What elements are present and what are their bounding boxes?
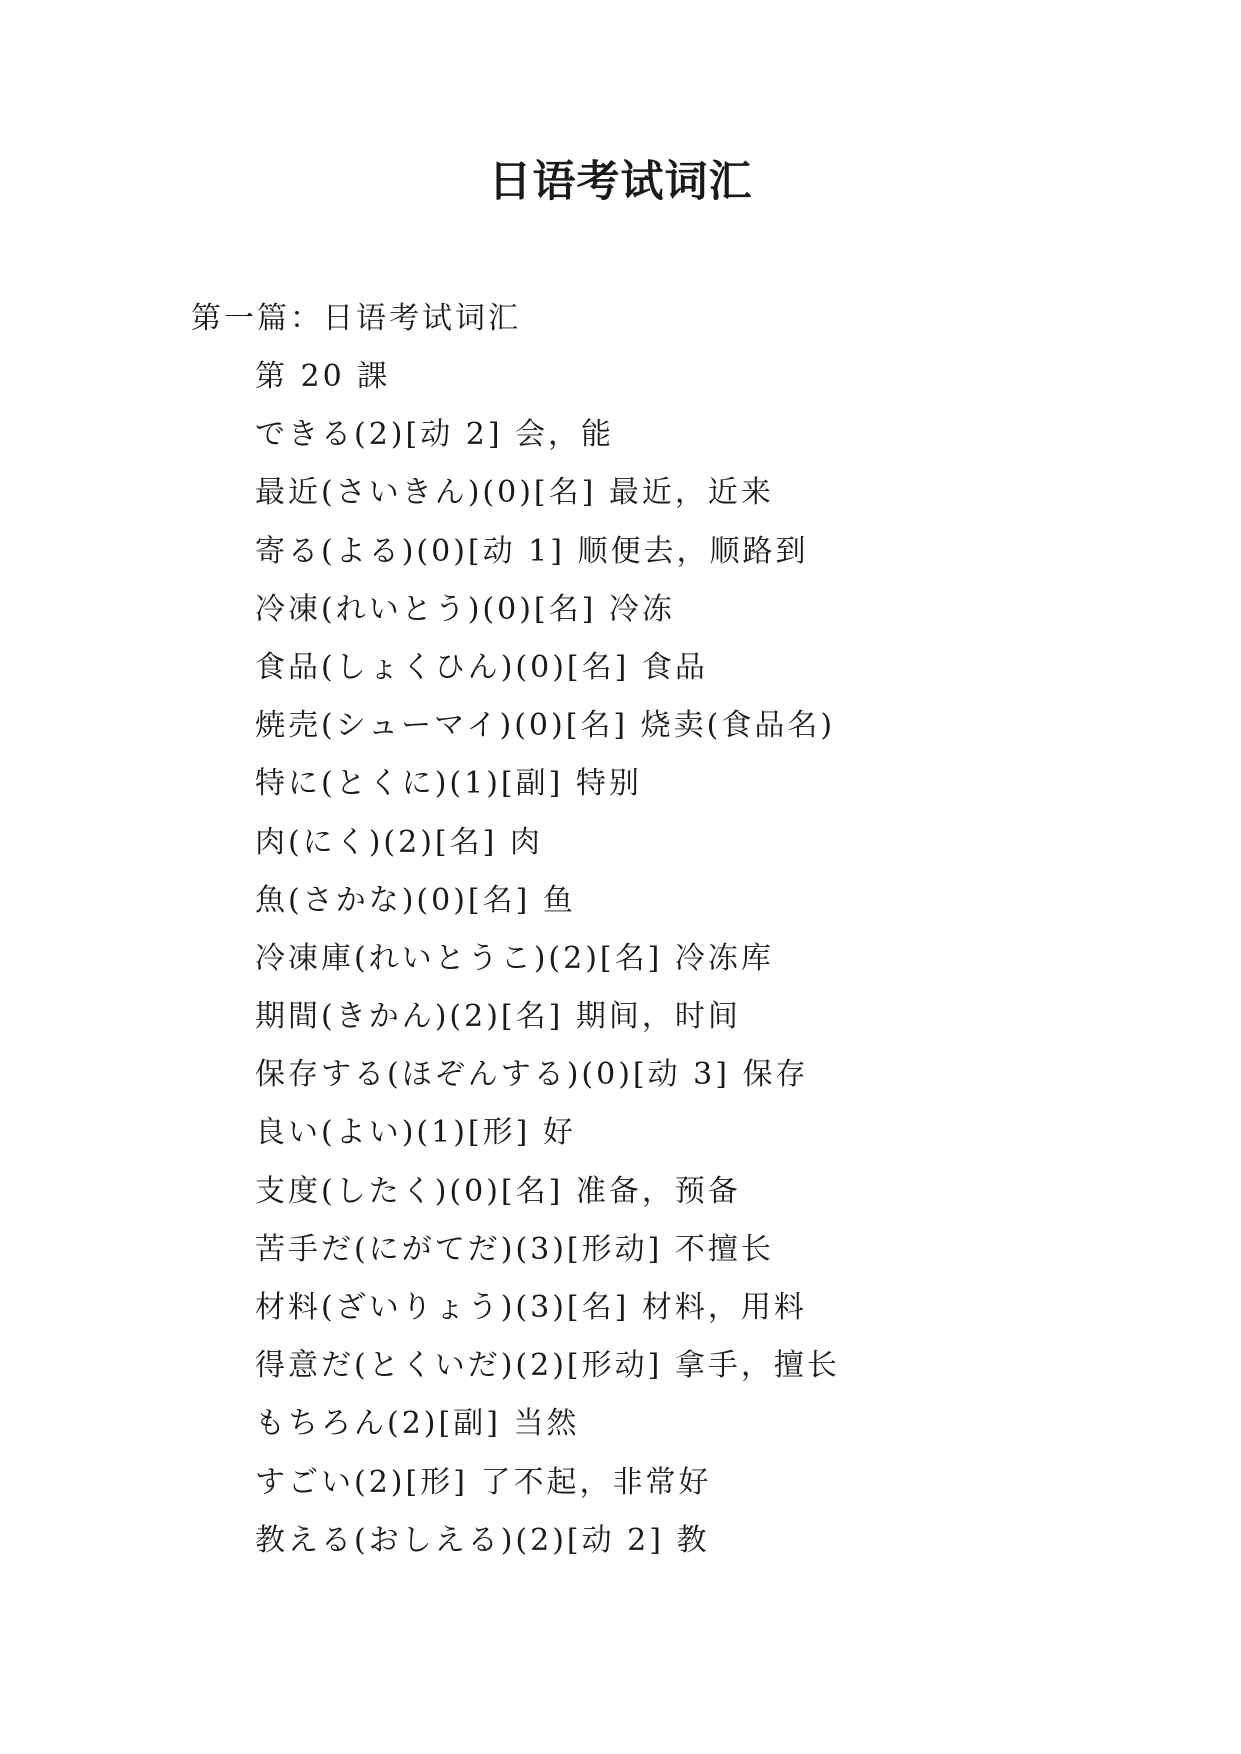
vocab-entry: 食品(しょくひん)(0)[名] 食品 bbox=[255, 649, 708, 685]
vocab-entry: 支度(したく)(0)[名] 准备，预备 bbox=[255, 1173, 741, 1209]
vocab-entry: 得意だ(とくいだ)(2)[形动] 拿手，擅长 bbox=[255, 1348, 840, 1384]
section-heading: 第一篇：日语考试词汇 bbox=[191, 301, 521, 336]
vocab-entry: 焼売(シューマイ)(0)[名] 烧卖(食品名) bbox=[255, 708, 836, 744]
vocab-entry: 最近(さいきん)(0)[名] 最近，近来 bbox=[255, 475, 774, 511]
vocab-entry: 教える(おしえる)(2)[动 2] 教 bbox=[255, 1522, 710, 1558]
vocab-entry: 保存する(ほぞんする)(0)[动 3] 保存 bbox=[255, 1057, 809, 1093]
vocab-entry: 冷凍(れいとう)(0)[名] 冷冻 bbox=[255, 591, 675, 627]
vocab-entry: できる(2)[动 2] 会，能 bbox=[255, 417, 615, 453]
document-body bbox=[191, 290, 1151, 1570]
vocab-entry: 期間(きかん)(2)[名] 期间，时间 bbox=[255, 999, 741, 1035]
document-title: 日语考试词汇 bbox=[488, 157, 753, 207]
vocab-entry: すごい(2)[形] 了不起，非常好 bbox=[255, 1464, 712, 1500]
vocab-entry: 冷凍庫(れいとうこ)(2)[名] 冷冻库 bbox=[255, 940, 774, 976]
vocab-entry: 材料(ざいりょう)(3)[名] 材料，用料 bbox=[255, 1290, 807, 1325]
vocab-entry: 良い(よい)(1)[形] 好 bbox=[255, 1115, 576, 1151]
vocabulary-list bbox=[191, 348, 1151, 1570]
vocab-entry: 肉(にく)(2)[名] 肉 bbox=[255, 824, 543, 860]
vocab-entry: 特に(とくに)(1)[副] 特别 bbox=[255, 766, 642, 802]
lesson-heading: 第 20 課 bbox=[255, 359, 391, 394]
vocab-entry: もちろん(2)[副] 当然 bbox=[255, 1406, 580, 1442]
vocab-entry: 寄る(よる)(0)[动 1] 顺便去，顺路到 bbox=[255, 533, 809, 569]
vocab-entry: 魚(さかな)(0)[名] 鱼 bbox=[255, 882, 576, 918]
vocab-entry: 苦手だ(にがてだ)(3)[形动] 不擅长 bbox=[255, 1231, 774, 1267]
